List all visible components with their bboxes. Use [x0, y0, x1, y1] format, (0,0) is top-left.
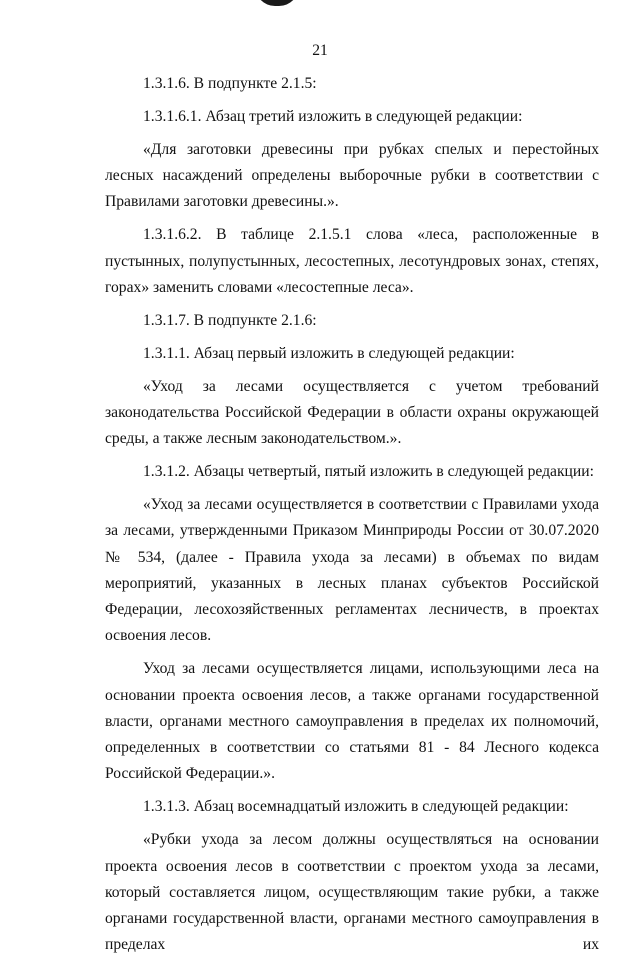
quote-forest-care-law: «Уход за лесами осуществляется с учетом требований законодательства Российской Федерации в области охраны окружающей среды, а также лесным законодательством.». — [105, 377, 599, 448]
paragraph-1-3-1-2: 1.3.1.2. Абзацы четвертый, пятый изложить в следующей редакции: — [143, 463, 594, 481]
paragraph-1-3-1-7: 1.3.1.7. В подпункте 2.1.6: — [143, 311, 317, 329]
quote-forest-care-rules: «Уход за лесами осуществляется в соответствии с Правилами ухода за лесами, утвержденными Приказом Минприроды России от 30.07.2020 № 534, (далее - Правила ухода за лесами) в объемах по видам мероприятий, указанных в лесных планах субъектов Российской Федерации, лесохозяйственных регламентах лесничеств, в проектах освоения лесов. — [105, 495, 599, 645]
paragraph-1-3-1-6-1: 1.3.1.6.1. Абзац третий изложить в следующей редакции: — [143, 107, 523, 125]
paragraph-1-3-1-1: 1.3.1.1. Абзац первый изложить в следующей редакции: — [143, 344, 515, 362]
quote-harvesting: «Для заготовки древесины при рубках спелых и перестойных лесных насаждений определены выборочные рубки в соответствии с Правилами заготовки древесины.». — [105, 140, 599, 211]
page-number: 21 — [312, 42, 328, 59]
paragraph-1-3-1-6: 1.3.1.6. В подпункте 2.1.5: — [143, 75, 317, 92]
quote-thinning: «Рубки ухода за лесом должны осуществляться на основании проекта освоения лесов в соответствии с проектом ухода за лесами, который составляется лицом, осуществляющим такие рубки, а также органами государственной власти, органами местного самоуправления в пределах их — [105, 831, 599, 954]
paragraph-1-3-1-3: 1.3.1.3. Абзац восемнадцатый изложить в следующей редакции: — [143, 798, 569, 816]
binding-mark — [255, 0, 299, 6]
document-body — [105, 71, 599, 965]
quote-forest-care-persons: Уход за лесами осуществляется лицами, использующими леса на основании проекта освоения лесов, а также органами государственной власти, органами местного самоуправления в пределах их полномочий, определенных в соответствии со статьями 81 - 84 Лесного кодекса Российской Федерации.». — [105, 660, 599, 783]
paragraph-1-3-1-6-2: 1.3.1.6.2. В таблице 2.1.5.1 слова «леса, расположенные в пустынных, полупустынных, лесостепных, лесотундровых зонах, степях, горах» заменить словами «лесостепные леса». — [105, 226, 599, 296]
